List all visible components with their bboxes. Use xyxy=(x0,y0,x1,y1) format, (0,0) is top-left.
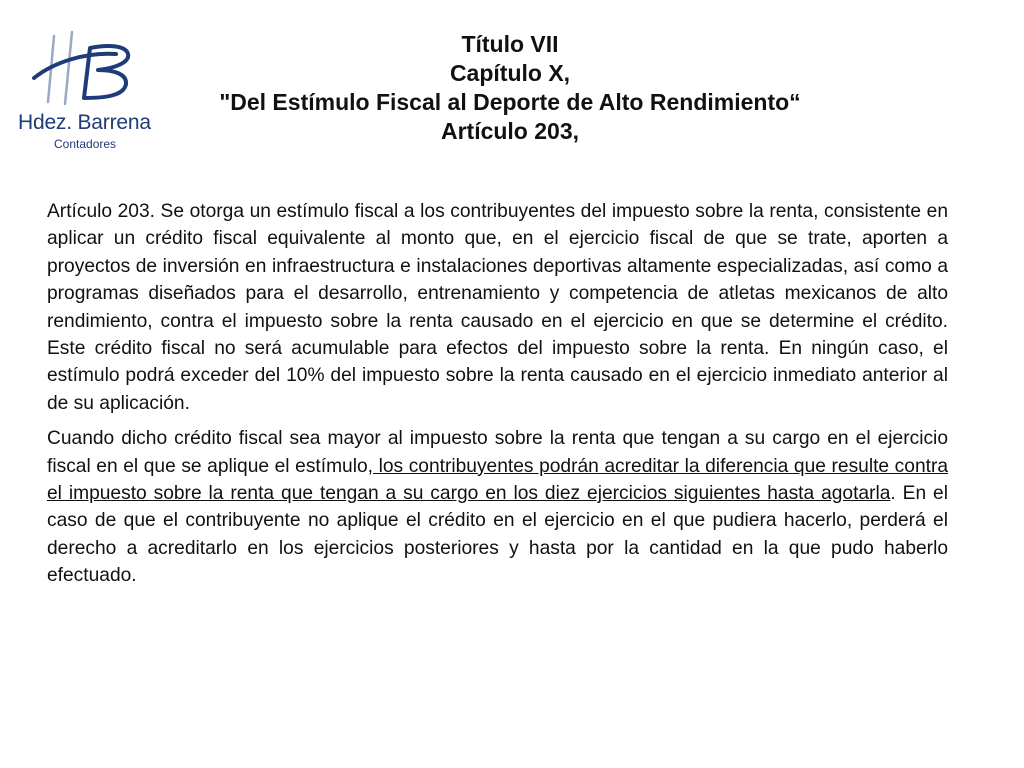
subject-line: "Del Estímulo Fiscal al Deporte de Alto Rendimiento“ xyxy=(219,89,801,115)
title-line: Título VII xyxy=(461,31,559,57)
article-line: Artículo 203, xyxy=(440,118,580,144)
title-block xyxy=(140,30,880,146)
paragraph-2-start: Cuando dicho crédito fiscal sea mayor al impuesto sobre la renta que tengan a su cargo en el ejercicio fiscal en el que se aplique el estímulo xyxy=(47,428,948,477)
paragraph-2 xyxy=(47,425,948,589)
hb-monogram-icon xyxy=(32,28,156,114)
paragraph-2-underlined: , los contribuyentes podrán acreditar la diferencia que resulte contra el impuesto sobre la renta que tengan a su cargo en los diez ejercicios siguientes hasta agotarla xyxy=(47,455,949,505)
article-body xyxy=(47,198,948,598)
company-logo xyxy=(18,28,158,156)
paragraph-2-end: . En el caso de que el contribuyente no aplique el crédito en el ejercicio en el que pudiera hacerlo, perderá el derecho a acreditarlo en los ejercicios posteriores y hasta por la cantidad en la que pudo haberlo efectuado. xyxy=(47,483,948,587)
paragraph-1: Artículo 203. Se otorga un estímulo fiscal a los contribuyentes del impuesto sobre la renta, consistente en aplicar un crédito fiscal equivalente al monto que, en el ejercicio fiscal de que se trate, aporten a proyectos de inversión en infraestructura e instalaciones deportivas altamente especializadas, así como a programas diseñados para el desarrollo, entrenamiento y competencia de atletas mexicanos de alto rendimiento, contra el impuesto sobre la renta causado en el ejercicio en que se determine el crédito. Este crédito fiscal no será acumulable para efectos del impuesto sobre la renta. En ningún caso, el estímulo podrá exceder del 10% del impuesto sobre la renta causado en el ejercicio inmediato anterior al de su aplicación. xyxy=(47,201,948,414)
logo-subtitle: Contadores xyxy=(54,137,117,151)
logo-name: Hdez. Barrena xyxy=(18,111,151,134)
chapter-line: Capítulo X, xyxy=(449,60,571,86)
